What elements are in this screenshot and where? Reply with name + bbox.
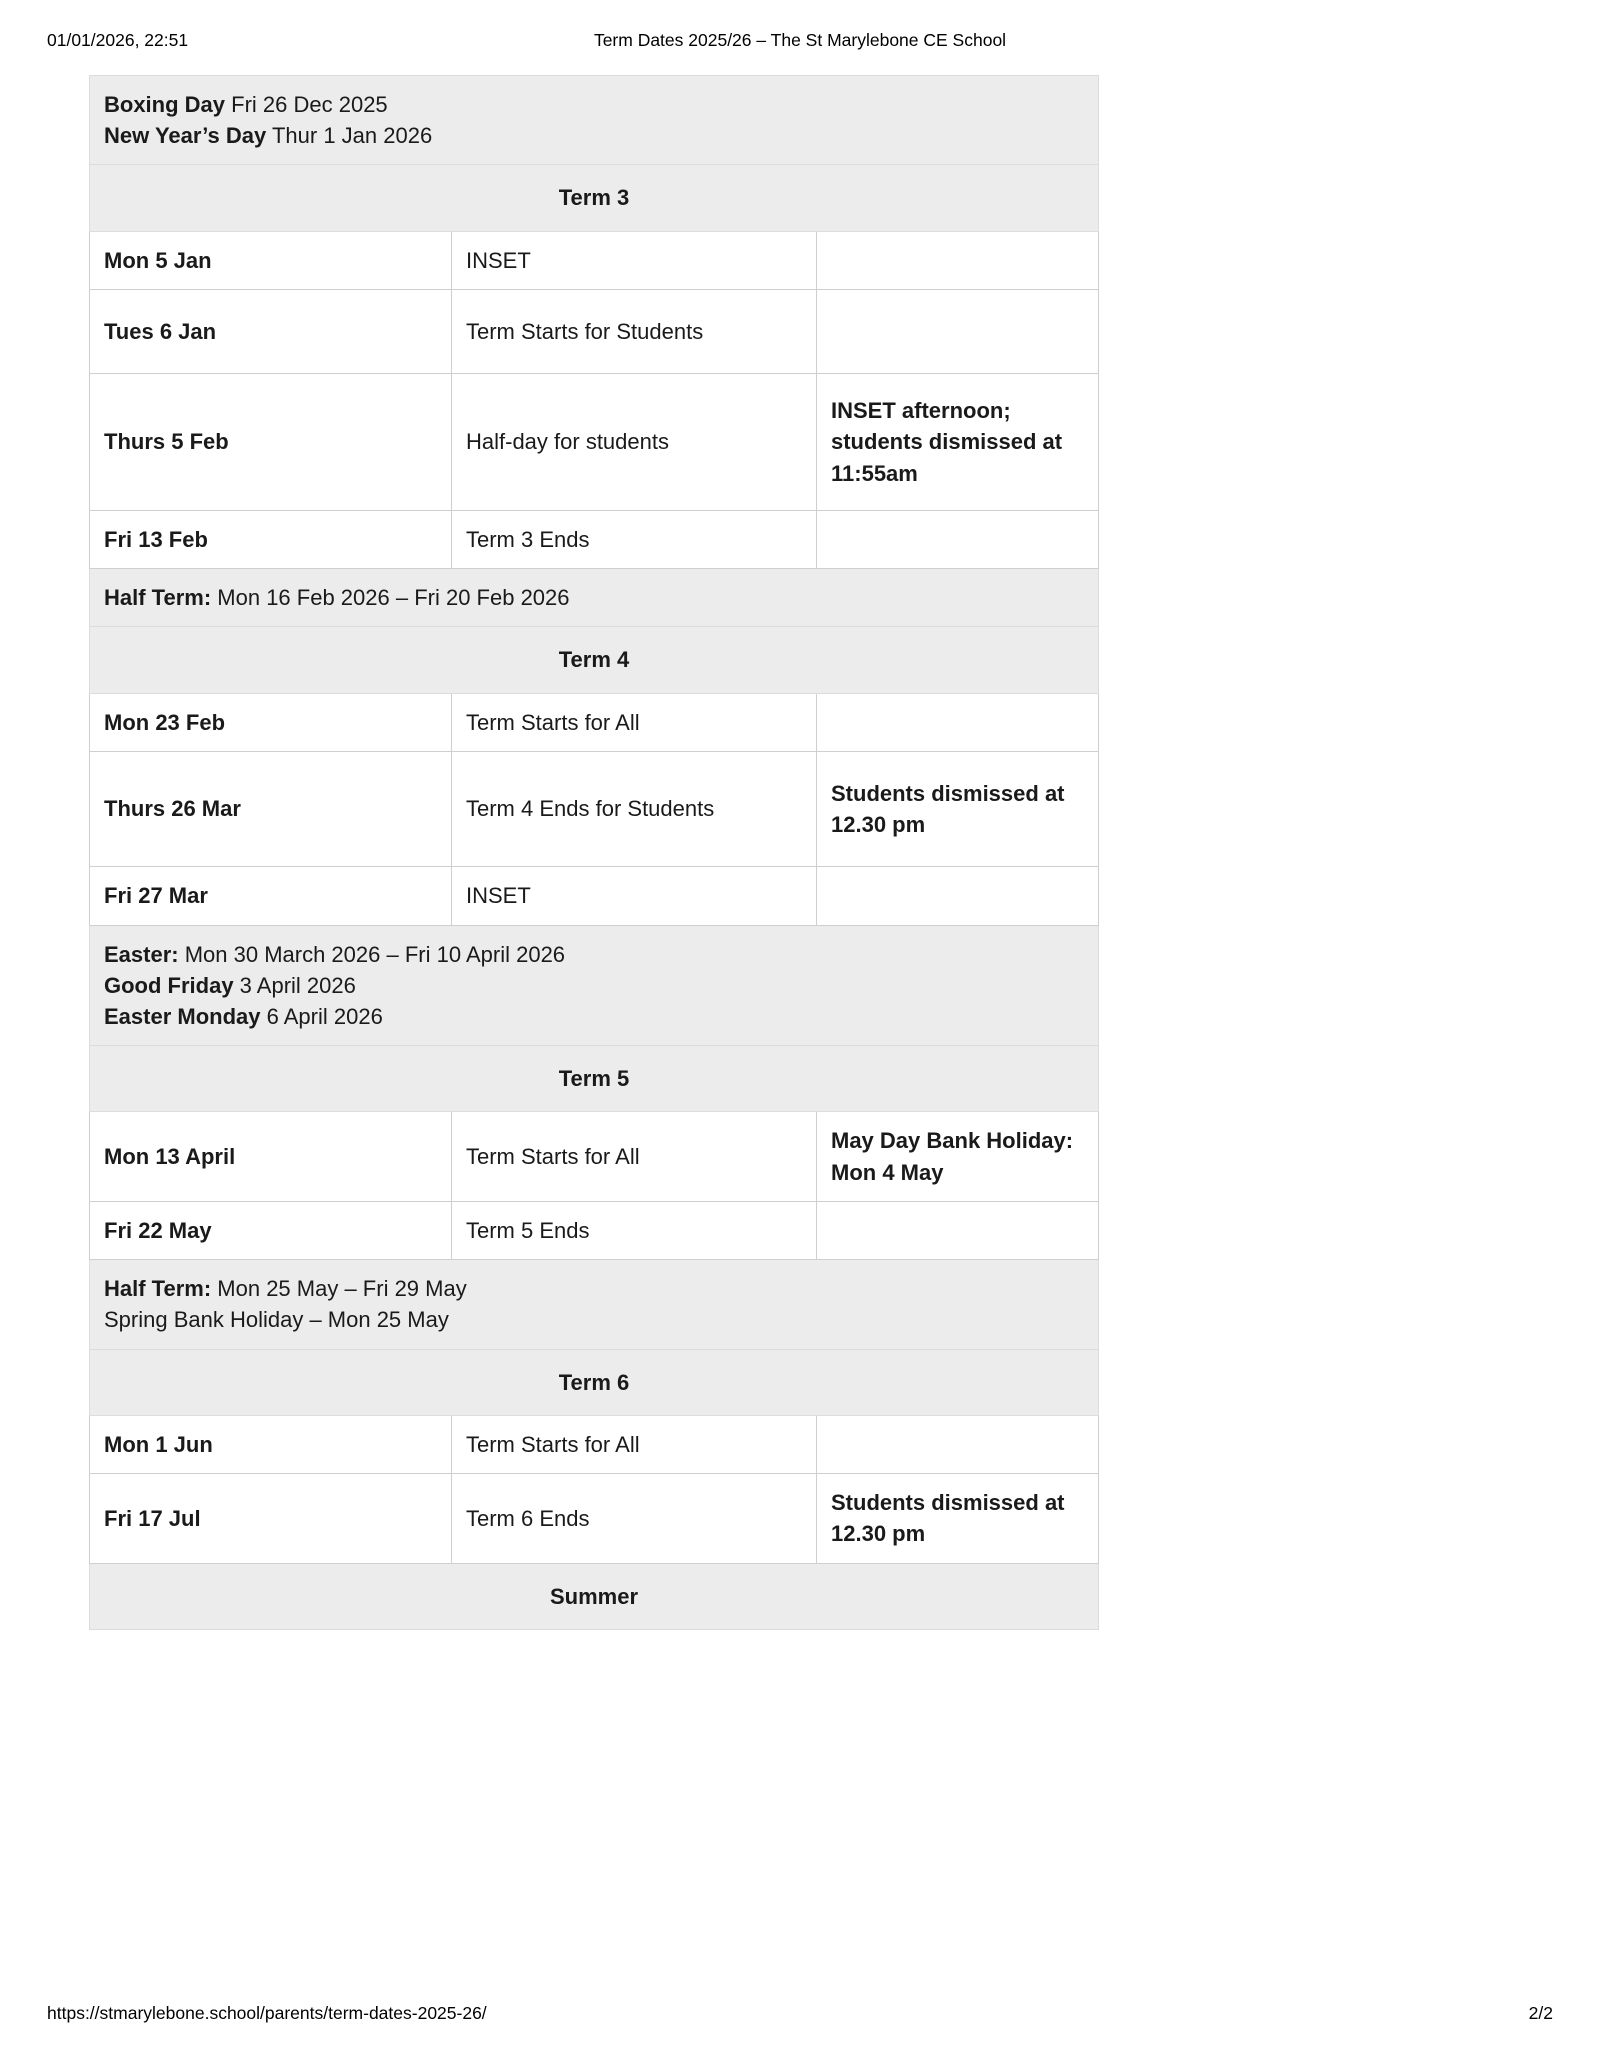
table-row xyxy=(90,1112,1099,1201)
section-heading-row-term-5 xyxy=(90,1046,1099,1112)
row-description: Half-day for students xyxy=(452,374,817,511)
holiday-note-value: 6 April 2026 xyxy=(260,1003,383,1029)
holiday-note-cell xyxy=(90,569,1099,627)
term-dates-table-wrapper xyxy=(89,75,1098,1630)
section-heading-row-term-4 xyxy=(90,627,1099,693)
table-row xyxy=(90,289,1099,373)
holiday-note-block xyxy=(104,582,1084,613)
row-note: INSET afternoon; students dismissed at 11:55am xyxy=(817,374,1099,511)
holiday-note-cell xyxy=(90,1260,1099,1349)
holiday-note-row-half-term-feb xyxy=(90,569,1099,627)
row-note xyxy=(817,1415,1099,1473)
row-date: Thurs 5 Feb xyxy=(90,374,452,511)
holiday-note-label: Good Friday xyxy=(104,972,234,998)
holiday-note-line xyxy=(104,89,1084,120)
row-note: Students dismissed at 12.30 pm xyxy=(817,751,1099,866)
term-dates-table xyxy=(89,75,1099,1630)
holiday-note-block xyxy=(104,939,1084,1033)
section-heading-row-summer xyxy=(90,1563,1099,1629)
row-date: Mon 5 Jan xyxy=(90,231,452,289)
print-header-datetime: 01/01/2026, 22:51 xyxy=(47,30,189,50)
row-note xyxy=(817,231,1099,289)
holiday-note-block xyxy=(104,1273,1084,1335)
holiday-note-label: Boxing Day xyxy=(104,92,226,117)
table-row xyxy=(90,1415,1099,1473)
row-description: Term 5 Ends xyxy=(452,1201,817,1259)
holiday-note-value: Mon 30 March 2026 – Fri 10 April 2026 xyxy=(178,941,566,967)
term-dates-table-body xyxy=(90,76,1099,1630)
holiday-note-value: Spring Bank Holiday – Mon 25 May xyxy=(104,1307,449,1333)
row-description: Term 6 Ends xyxy=(452,1474,817,1563)
holiday-note-label: Easter Monday xyxy=(104,1003,261,1029)
table-row xyxy=(90,1474,1099,1563)
row-note xyxy=(817,693,1099,751)
holiday-note-label: Easter: xyxy=(104,941,179,967)
table-row xyxy=(90,751,1099,866)
table-row xyxy=(90,231,1099,289)
table-row xyxy=(90,374,1099,511)
holiday-note-value: Thur 1 Jan 2026 xyxy=(266,123,433,149)
holiday-note-row-christmas xyxy=(90,76,1099,165)
row-description: Term Starts for All xyxy=(452,1112,817,1201)
section-heading-row-term-3 xyxy=(90,165,1099,231)
holiday-note-label: New Year’s Day xyxy=(104,123,267,149)
row-description: Term Starts for All xyxy=(452,1415,817,1473)
row-note: Students dismissed at 12.30 pm xyxy=(817,1474,1099,1563)
holiday-note-value: Mon 16 Feb 2026 – Fri 20 Feb 2026 xyxy=(211,585,570,611)
print-footer xyxy=(0,2003,1600,2027)
print-header-title: Term Dates 2025/26 – The St Marylebone CE School xyxy=(593,30,1007,50)
row-note xyxy=(817,867,1099,925)
holiday-note-line xyxy=(104,1304,1084,1335)
holiday-note-value: 3 April 2026 xyxy=(233,972,356,998)
holiday-note-line xyxy=(104,939,1084,970)
table-row xyxy=(90,510,1099,568)
row-description: Term 4 Ends for Students xyxy=(452,751,817,866)
section-heading-summer: Summer xyxy=(90,1563,1099,1629)
row-date: Tues 6 Jan xyxy=(90,289,452,373)
row-description: INSET xyxy=(452,231,817,289)
print-footer-url: https://stmarylebone.school/parents/term-dates-2025-26/ xyxy=(47,2003,487,2023)
section-heading-term-3: Term 3 xyxy=(90,165,1099,231)
row-date: Mon 23 Feb xyxy=(90,693,452,751)
section-heading-term-5: Term 5 xyxy=(90,1046,1099,1112)
row-date: Fri 13 Feb xyxy=(90,510,452,568)
row-note xyxy=(817,1201,1099,1259)
section-heading-row-term-6 xyxy=(90,1349,1099,1415)
row-description: Term Starts for Students xyxy=(452,289,817,373)
holiday-note-line xyxy=(104,1001,1084,1032)
holiday-note-cell xyxy=(90,76,1099,165)
row-description: Term 3 Ends xyxy=(452,510,817,568)
holiday-note-cell xyxy=(90,925,1099,1046)
holiday-note-label: Half Term: xyxy=(104,1276,212,1302)
table-row xyxy=(90,867,1099,925)
holiday-note-row-easter xyxy=(90,925,1099,1046)
row-date: Fri 22 May xyxy=(90,1201,452,1259)
section-heading-term-6: Term 6 xyxy=(90,1349,1099,1415)
section-heading-term-4: Term 4 xyxy=(90,627,1099,693)
row-description: Term Starts for All xyxy=(452,693,817,751)
table-row xyxy=(90,1201,1099,1259)
row-description: INSET xyxy=(452,867,817,925)
row-note xyxy=(817,289,1099,373)
holiday-note-line xyxy=(104,970,1084,1001)
row-note xyxy=(817,510,1099,568)
print-header xyxy=(0,30,1600,54)
row-date: Thurs 26 Mar xyxy=(90,751,452,866)
holiday-note-line xyxy=(104,1273,1084,1304)
holiday-note-label: Half Term: xyxy=(104,585,212,611)
holiday-note-line xyxy=(104,120,1084,151)
row-date: Fri 17 Jul xyxy=(90,1474,452,1563)
print-footer-page-number: 2/2 xyxy=(1528,2003,1553,2023)
holiday-note-line xyxy=(104,582,1084,613)
holiday-note-value: Fri 26 Dec 2025 xyxy=(225,92,388,117)
row-date: Fri 27 Mar xyxy=(90,867,452,925)
row-note: May Day Bank Holiday: Mon 4 May xyxy=(817,1112,1099,1201)
holiday-note-value: Mon 25 May – Fri 29 May xyxy=(211,1276,467,1302)
holiday-note-row-half-term-may xyxy=(90,1260,1099,1349)
holiday-note-block xyxy=(104,89,1084,151)
row-date: Mon 13 April xyxy=(90,1112,452,1201)
row-date: Mon 1 Jun xyxy=(90,1415,452,1473)
table-row xyxy=(90,693,1099,751)
